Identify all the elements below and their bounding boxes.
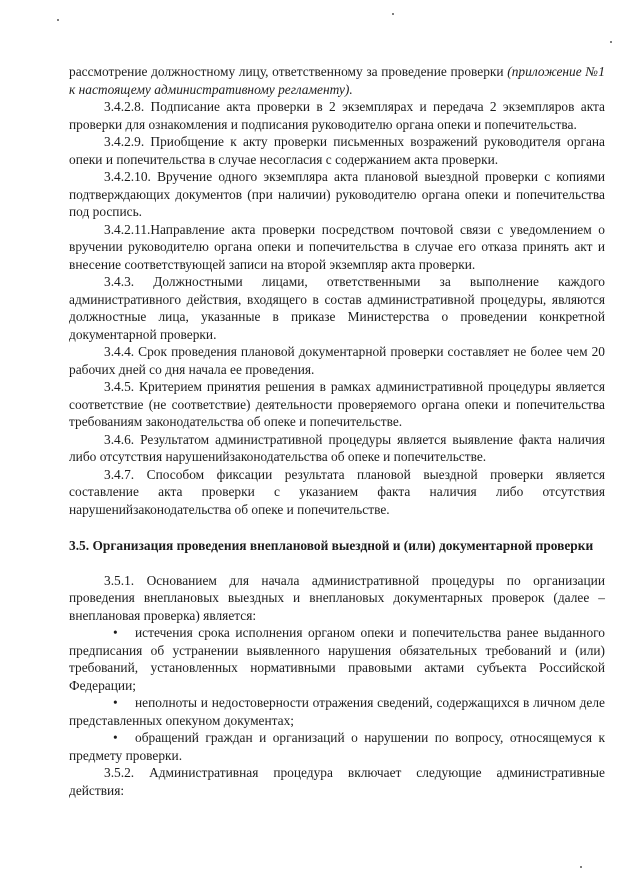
paragraph-3-4-2-11: 3.4.2.11.Направление акта проверки посредством почтовой связи с уведомлением о вручении руководителю органа опеки и попечительства в случае его отказа принять акт и внесение соответствующей записи на второй экземпляр акта проверки. xyxy=(69,221,605,272)
scan-speck xyxy=(57,19,59,21)
paragraph-3-5-2: 3.5.2. Административная процедура включает следующие административные действия: xyxy=(69,765,605,798)
bullet-icon: • xyxy=(113,625,118,640)
scan-speck xyxy=(580,866,582,868)
bullet-item xyxy=(69,729,605,764)
intro-italic-text: (приложение №1 к настоящему административному регламенту). xyxy=(69,64,605,97)
paragraph-3-4-3: 3.4.3. Должностными лицами, ответственными за выполнение каждого административного действия, входящего в состав административной процедуры, являются должностные лица, указанные в приказе Министерства о проведении конкретной документарной проверки. xyxy=(69,274,605,342)
bullet-item xyxy=(69,694,605,729)
bullet-icon: • xyxy=(113,730,118,745)
bullet-text: истечения срока исполнения органом опеки и попечительства ранее выданного предписания об устранении выявленного нарушения обязательных требований и (или) требований, установленных нормативными правовыми актами субъекта Российской Федерации; xyxy=(69,625,605,693)
scan-speck xyxy=(392,13,394,15)
bullet-icon: • xyxy=(113,695,118,710)
paragraph-3-4-5: 3.4.5. Критерием принятия решения в рамках административной процедуры является соответствие (не соответствие) деятельности проверяемого органа опеки и попечительства требованиям законодательства об опеке и попечительстве. xyxy=(69,379,605,429)
section-heading-text: Организация проведения внеплановой выездной и (или) документарной проверки xyxy=(92,538,594,553)
bullet-text: обращений граждан и организаций о нарушении по вопросу, относящемуся к предмету проверки. xyxy=(69,730,605,763)
bullet-text: неполноты и недостоверности отражения сведений, содержащихся в личном деле представленных опекуном документах; xyxy=(69,695,605,728)
paragraph-3-4-2-10: 3.4.2.10. Вручение одного экземпляра акта плановой выездной проверки с копиями подтверждающих документов (при наличии) руководителю органа опеки и попечительства под роспись. xyxy=(69,169,605,219)
document-body xyxy=(69,63,605,799)
scan-speck xyxy=(610,41,612,43)
paragraph-3-4-2-8: 3.4.2.8. Подписание акта проверки в 2 экземплярах и передача 2 экземпляров акта проверки для ознакомления и подписания руководителю органа опеки и попечительства. xyxy=(69,99,605,132)
intro-paragraph xyxy=(69,63,605,98)
paragraph-3-5-1: 3.5.1. Основанием для начала административной процедуры по организации проведения внеплановых выездных и внеплановых документарных проверок (далее – внеплановая проверка) является: xyxy=(69,572,605,623)
paragraph-3-4-4: 3.4.4. Срок проведения плановой документарной проверки составляет не более чем 20 рабочих дней со дня начала ее проведения. xyxy=(69,344,605,377)
paragraph-3-4-2-9: 3.4.2.9. Приобщение к акту проверки письменных возражений руководителя органа опеки и попечительства в случае несогласия с содержанием акта проверки. xyxy=(69,134,605,167)
intro-text: рассмотрение должностному лицу, ответственному за проведение проверки xyxy=(69,64,504,79)
paragraph-3-4-6: 3.4.6. Результатом административной процедуры является выявление факта наличия либо отсутствия нарушенийзаконодательства об опеке и попечительстве. xyxy=(69,431,605,464)
bullet-item xyxy=(69,624,605,694)
section-heading-3-5 xyxy=(69,537,605,555)
section-heading-number: 3.5. xyxy=(69,538,90,553)
paragraph-3-4-7: 3.4.7. Способом фиксации результата плановой выездной проверки является составление акта проверки с указанием факта наличия либо отсутствия нарушенийзаконодательства об опеке и попечительстве. xyxy=(69,466,605,517)
